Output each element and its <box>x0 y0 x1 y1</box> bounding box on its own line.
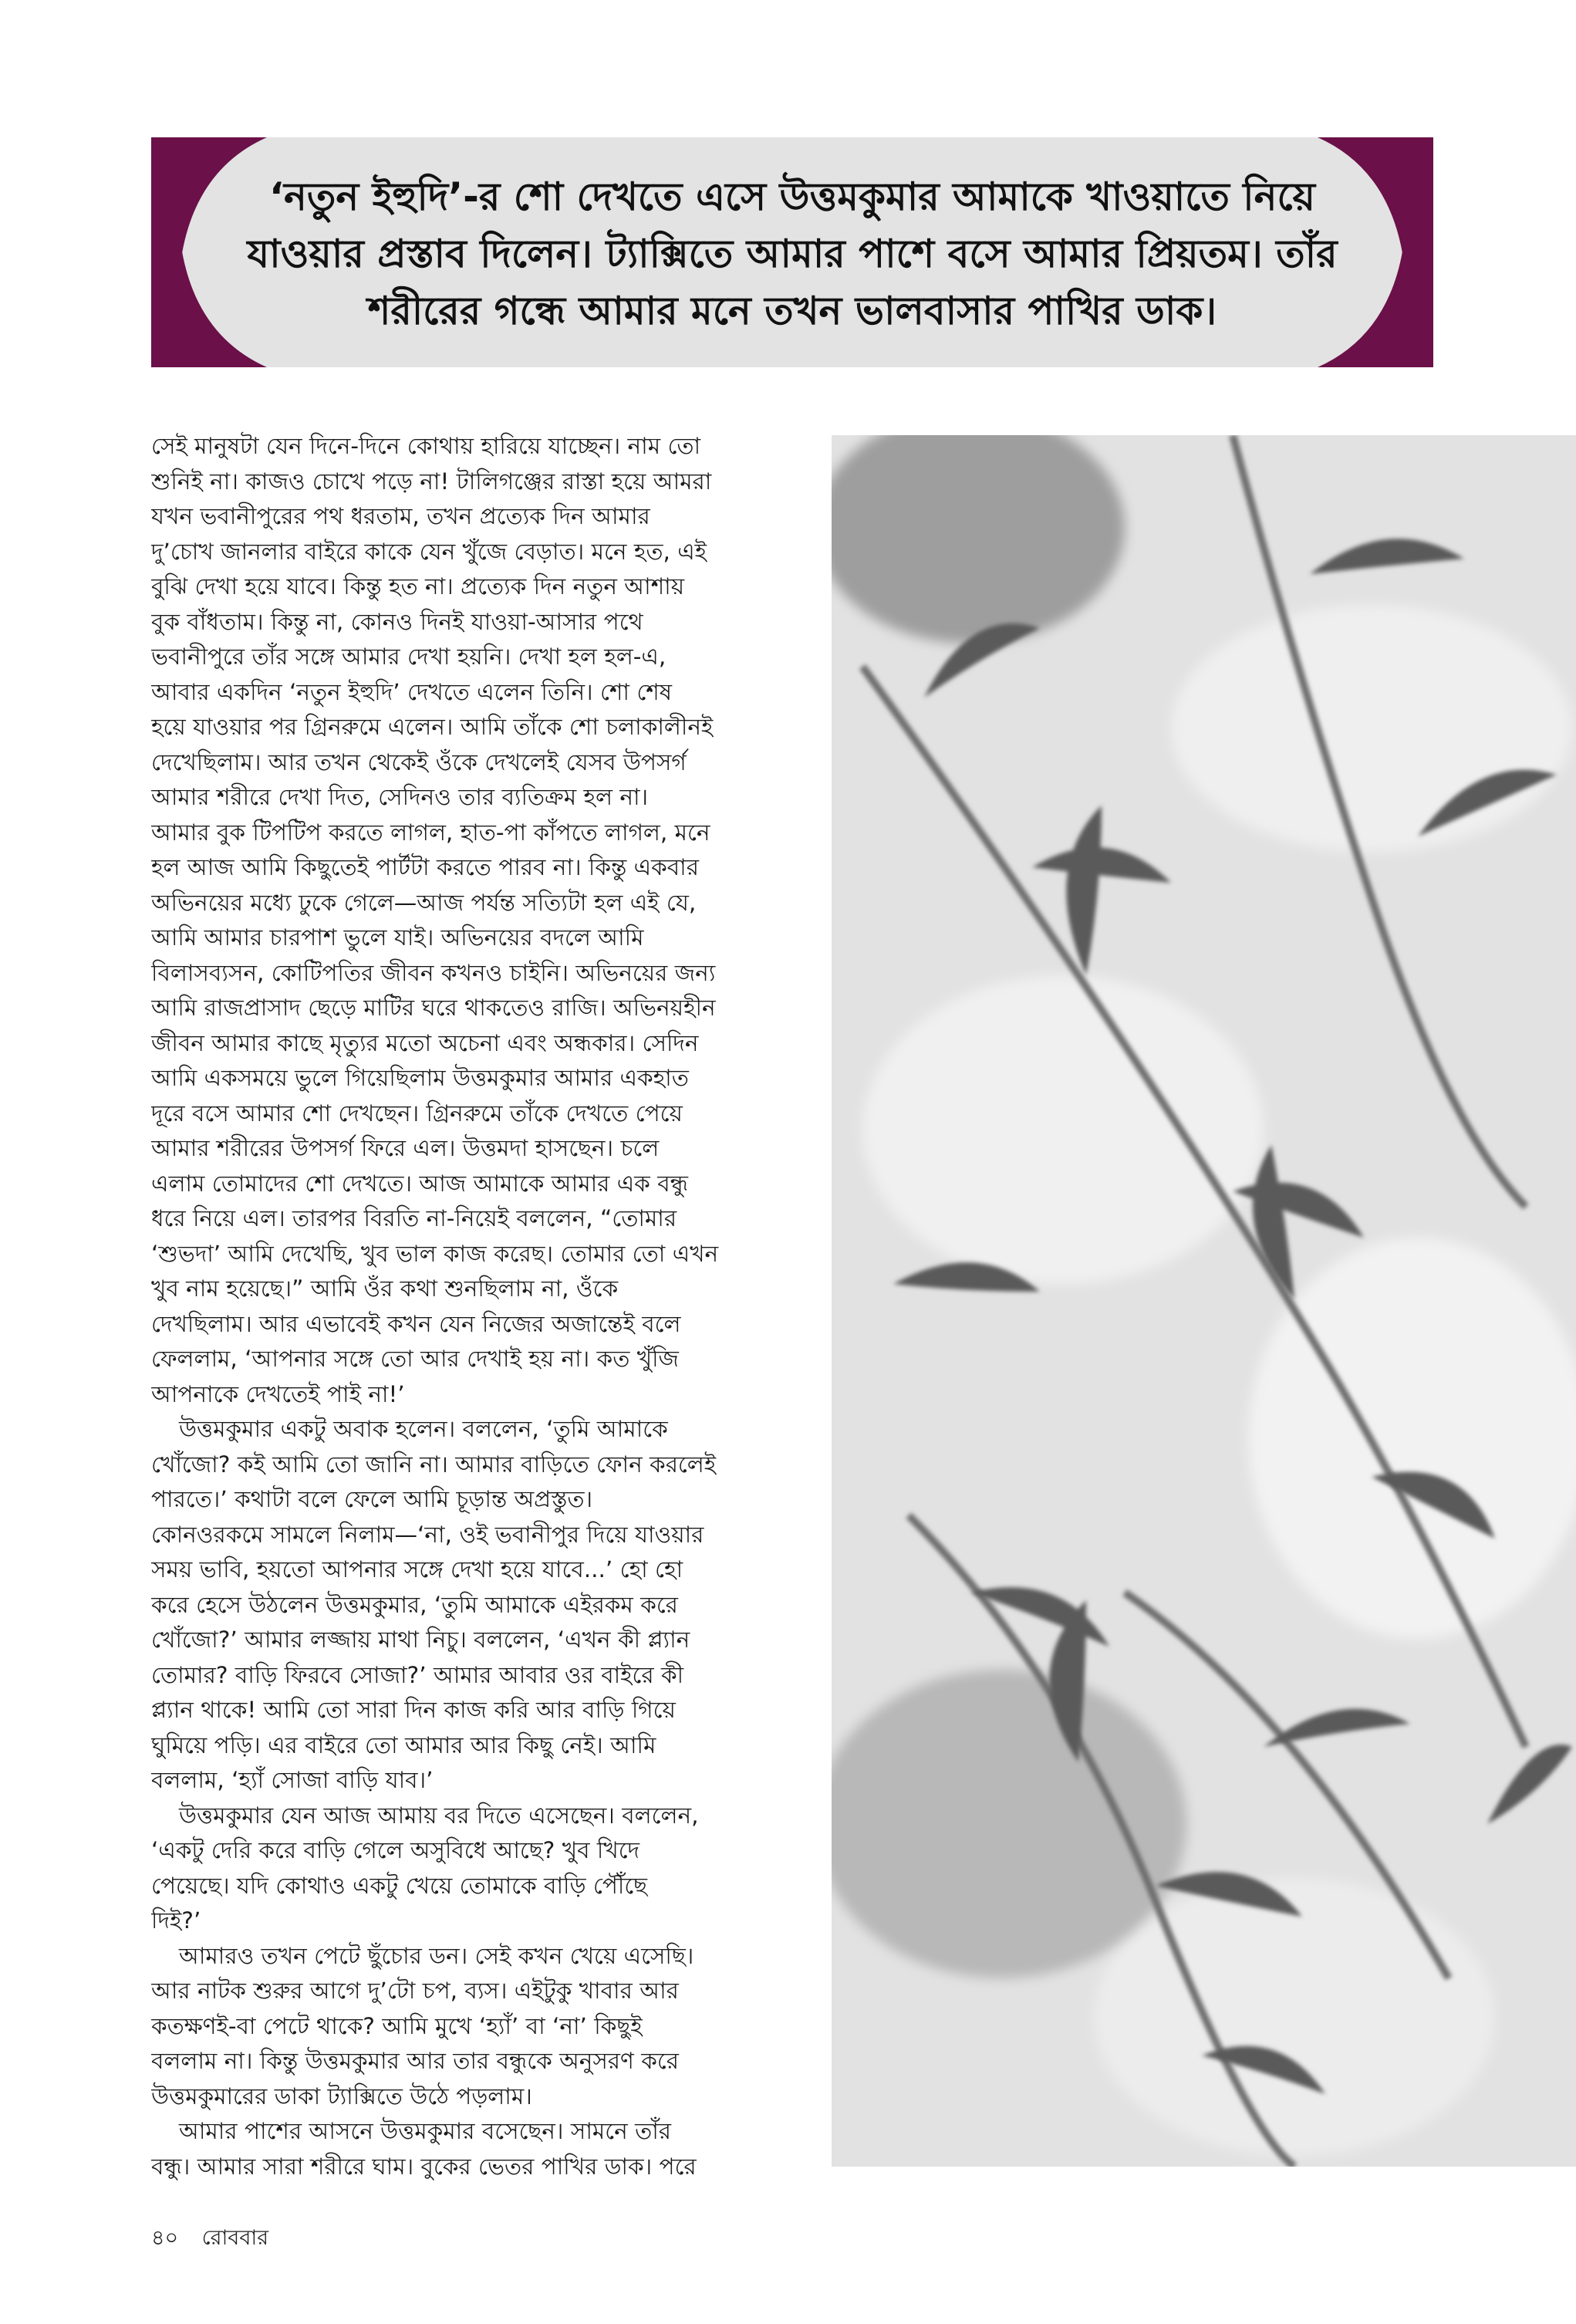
body-line: আর নাটক শুরুর আগে দু’টো চপ, ব্যস। এইটুকু খাবার আর <box>151 1978 679 2004</box>
body-line: প্ল্যান থাকে! আমি তো সারা দিন কাজ করি আর বাড়ি গিয়ে <box>151 1697 676 1723</box>
body-line: যখন ভবানীপুরের পথ ধরতাম, তখন প্রত্যেক দিন আমার <box>151 503 650 529</box>
body-line: কোনওরকমে সামলে নিলাম—‘না, ওই ভবানীপুর দিয়ে যাওয়ার <box>151 1521 704 1548</box>
body-line: বিলাসব্যসন, কোটিপতির জীবন কখনও চাইনি। অভিনয়ের জন্য <box>151 959 716 986</box>
body-line: আমার বুক টিপটিপ করতে লাগল, হাত-পা কাঁপতে লাগল, মনে <box>151 819 710 846</box>
body-line: আমার শরীরে দেখা দিত, সেদিনও তার ব্যতিক্রম হল না। <box>151 784 649 810</box>
body-line: আমারও তখন পেটে ছুঁচোর ডন। সেই কখন খেয়ে এসেছি। <box>179 1942 694 1969</box>
body-line: দেখেছিলাম। আর তখন থেকেই ওঁকে দেখলেই যেসব উপসর্গ <box>151 748 687 775</box>
body-line: বললাম না। কিন্তু উত্তমকুমার আর তার বন্ধুকে অনুসরণ করে <box>151 2048 679 2074</box>
body-line: অভিনয়ের মধ্যে ঢুকে গেলে—আজ পর্যন্ত সত্যিটা হল এই যে, <box>151 889 697 916</box>
body-line: এলাম তোমাদের শো দেখতে। আজ আমাকে আমার এক বন্ধু <box>151 1170 688 1197</box>
body-line: আমার পাশের আসনে উত্তমকুমার বসেছেন। সামনে তাঁর <box>179 2118 672 2144</box>
body-line: বললাম, ‘হ্যাঁ সোজা বাড়ি যাব।’ <box>151 1767 434 1793</box>
body-line: আমি একসময়ে ভুলে গিয়েছিলাম উত্তমকুমার আমার একহাত <box>151 1065 689 1091</box>
body-line: আপনাকে দেখতেই পাই না!’ <box>151 1380 405 1407</box>
pull-quote-line: ‘নতুন ইহুদি’-র শো দেখতে এসে উত্তমকুমার আমাকে খাওয়াতে নিয়ে <box>269 174 1315 219</box>
pull-quote-box <box>151 137 1433 367</box>
body-line: বুঝি দেখা হয়ে যাবে। কিন্তু হত না। প্রত্যেক দিন নতুন আশায় <box>151 573 685 600</box>
body-line: শুনিই না। কাজও চোখে পড়ে না! টালিগঞ্জের রাস্তা হয়ে আমরা <box>151 468 712 495</box>
body-line: ভবানীপুরে তাঁর সঙ্গে আমার দেখা হয়নি। দেখা হল হল-এ, <box>151 643 667 670</box>
body-line: দেখছিলাম। আর এভাবেই কখন যেন নিজের অজান্তেই বলে <box>151 1310 681 1337</box>
body-line: বুক বাঁধতাম। কিন্তু না, কোনও দিনই যাওয়া-আসার পথে <box>151 608 643 635</box>
body-line: হয়ে যাওয়ার পর গ্রিনরুমে এলেন। আমি তাঁকে শো চলাকালীনই <box>151 714 714 740</box>
body-line: ‘শুভদা’ আমি দেখেছি, খুব ভাল কাজ করেছ। তোমার তো এখন <box>151 1240 719 1267</box>
pull-quote-text <box>221 168 1364 339</box>
article-body <box>151 429 822 2184</box>
body-line: আমি রাজপ্রাসাদ ছেড়ে মাটির ঘরে থাকতেও রাজি। অভিনয়হীন <box>151 995 716 1021</box>
body-line: ‘একটু দেরি করে বাড়ি গেলে অসুবিধে আছে? খুব খিদে <box>151 1837 640 1863</box>
body-line: উত্তমকুমার একটু অবাক হলেন। বললেন, ‘তুমি আমাকে <box>179 1416 668 1442</box>
body-line: উত্তমকুমারের ডাকা ট্যাক্সিতে উঠে পড়লাম। <box>151 2082 532 2110</box>
body-line: আবার একদিন ‘নতুন ইহুদি’ দেখতে এলেন তিনি। শো শেষ <box>151 678 673 705</box>
body-line: দু’চোখ জানলার বাইরে কাকে যেন খুঁজে বেড়াত। মনে হত, এই <box>151 538 707 565</box>
pull-quote-line: শরীরের গন্ধে আমার মনে তখন ভালবাসার পাখির ডাক। <box>367 289 1217 333</box>
page-number: ৪০ <box>151 2226 179 2250</box>
body-line: কতক্ষণই-বা পেটে থাকে? আমি মুখে ‘হ্যাঁ’ বা ‘না’ কিছুই <box>151 2012 643 2039</box>
body-line: সেই মানুষটা যেন দিনে-দিনে কোথায় হারিয়ে যাচ্ছেন। নাম তো <box>151 433 701 459</box>
body-line: খুব নাম হয়েছে।” আমি ওঁর কথা শুনছিলাম না, ওঁকে <box>151 1275 619 1302</box>
body-line: দিই?’ <box>151 1907 201 1934</box>
body-line: তোমার? বাড়ি ফিরবে সোজা?’ আমার আবার ওর বাইরে কী <box>151 1661 684 1688</box>
body-line: আমার শরীরের উপসর্গ ফিরে এল। উত্তমদা হাসছেন। চলে <box>151 1135 660 1161</box>
body-line: পারতে।’ কথাটা বলে ফেলে আমি চূড়ান্ত অপ্রস্তুত। <box>151 1486 593 1512</box>
page-footer <box>151 2222 285 2257</box>
body-line: আমি আমার চারপাশ ভুলে যাই। অভিনয়ের বদলে আমি <box>151 924 644 951</box>
body-line: খোঁজো?’ আমার লজ্জায় মাথা নিচু। বললেন, ‘এখন কী প্ল্যান <box>151 1626 690 1653</box>
body-line: পেয়েছে। যদি কোথাও একটু খেয়ে তোমাকে বাড়ি পৌঁছে <box>151 1872 648 1899</box>
body-line: হল আজ আমি কিছুতেই পার্টটা করতে পারব না। কিন্তু একবার <box>151 854 699 880</box>
body-line: ধরে নিয়ে এল। তারপর বিরতি না-নিয়েই বললেন, “তোমার <box>151 1205 677 1231</box>
body-line: ফেললাম, ‘আপনার সঙ্গে তো আর দেখাই হয় না। কত খুঁজি <box>151 1346 679 1372</box>
body-line: জীবন আমার কাছে মৃত্যুর মতো অচেনা এবং অন্ধকার। সেদিন <box>151 1029 699 1056</box>
body-line: ঘুমিয়ে পড়ি। এর বাইরে তো আমার আর কিছু নেই। আমি <box>151 1731 656 1758</box>
body-line: খোঁজো? কই আমি তো জানি না। আমার বাড়িতে ফোন করলেই <box>151 1451 717 1478</box>
body-line: দূরে বসে আমার শো দেখছেন। গ্রিনরুমে তাঁকে দেখতে পেয়ে <box>151 1100 683 1127</box>
pull-quote-line: যাওয়ার প্রস্তাব দিলেন। ট্যাক্সিতে আমার পাশে বসে আমার প্রিয়তম। তাঁর <box>247 231 1338 276</box>
body-line: সময় ভাবি, হয়তো আপনার সঙ্গে দেখা হয়ে যাবে...’ হো হো <box>151 1556 683 1583</box>
body-line: করে হেসে উঠলেন উত্তমকুমার, ‘তুমি আমাকে এইরকম করে <box>151 1591 678 1618</box>
body-line: বন্ধু। আমার সারা শরীরে ঘাম। বুকের ভেতর পাখির ডাক। পরে <box>151 2153 697 2180</box>
decorative-leaf-photo <box>832 435 1576 2167</box>
magazine-name: রোববার <box>201 2226 269 2250</box>
body-line: উত্তমকুমার যেন আজ আমায় বর দিতে এসেছেন। বললেন, <box>179 1802 699 1829</box>
